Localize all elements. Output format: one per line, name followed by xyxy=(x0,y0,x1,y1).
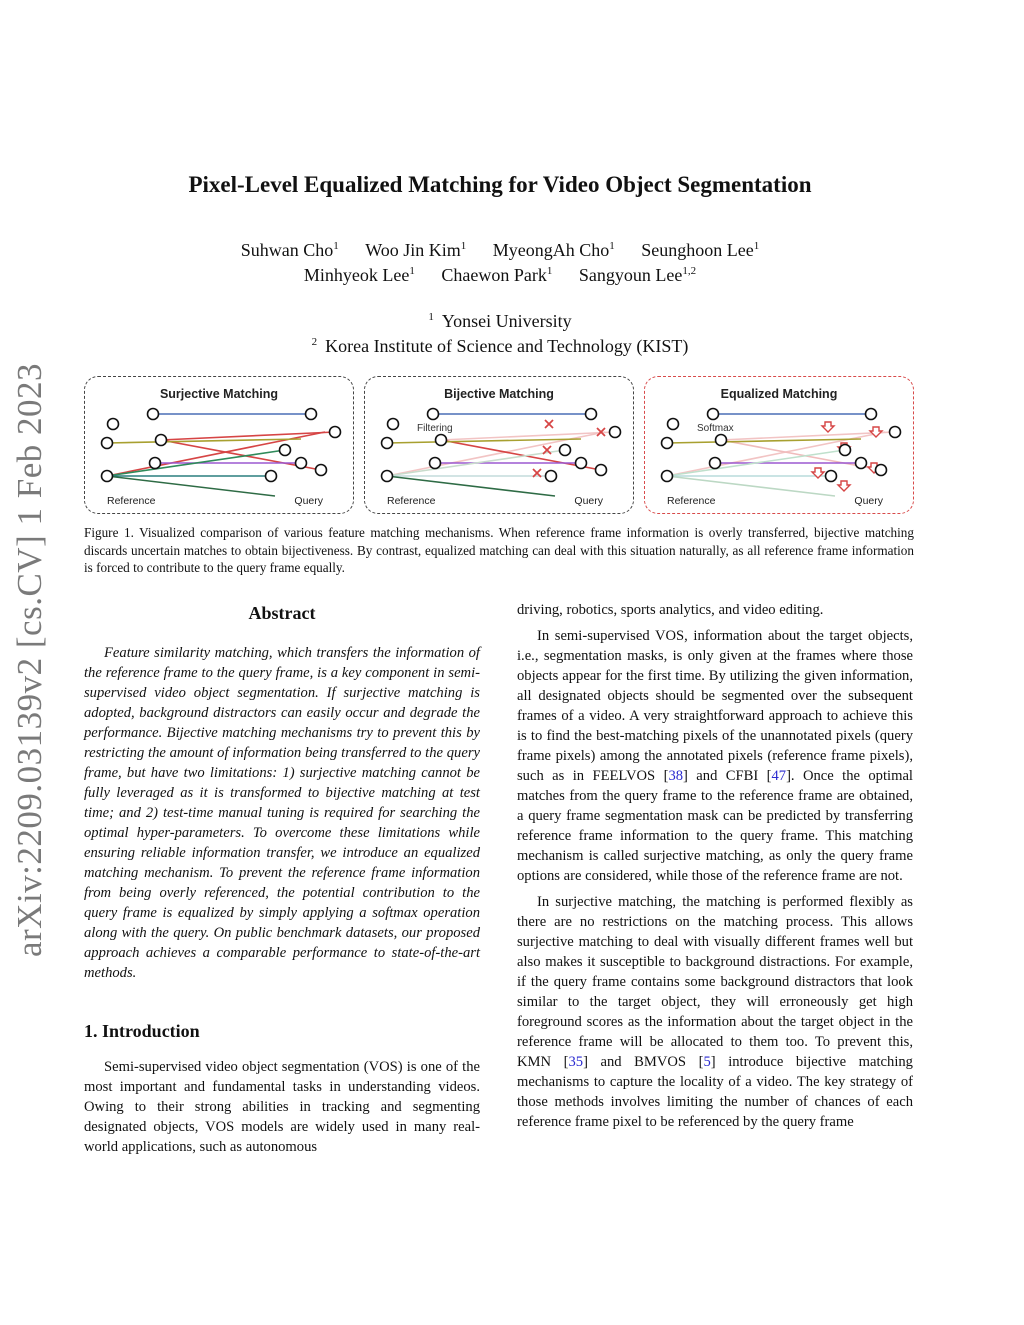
author: Suhwan Cho$^1$ xyxy=(240,240,339,260)
arxiv-id: arXiv:2209.03139v2 [cs.CV] 1 Feb 2023 xyxy=(10,362,49,958)
author: Minhyeok Lee$^1$ xyxy=(303,265,415,285)
citation-link[interactable]: 47 xyxy=(771,768,787,784)
query-label: Query xyxy=(294,495,323,507)
filtering-label: Filtering xyxy=(417,423,453,434)
author: Woo Jin Kim$^1$ xyxy=(365,240,467,260)
author-list xyxy=(80,238,920,288)
affiliation: $^1$ Yonsei University xyxy=(428,311,572,331)
softmax-label: Softmax xyxy=(697,423,734,434)
equalized-panel xyxy=(644,376,914,514)
section-heading: 1. Introduction xyxy=(84,1021,200,1041)
author: MyeongAh Cho$^1$ xyxy=(492,240,615,260)
right-column xyxy=(517,600,913,1132)
citation-link[interactable]: 5 xyxy=(703,1054,711,1070)
bijective-panel xyxy=(364,376,634,514)
citation-link[interactable]: 35 xyxy=(568,1054,584,1070)
affiliation: $^2$ Korea Institute of Science and Technology (KIST) xyxy=(311,336,689,356)
intro-paragraph: In surjective matching, the matching is performed flexibly as there are no restrictions on the matching process. This allows surjective matching to deal with visually different frames well but also makes it susceptible to background distractions. For example, if the query frame contains some background distractors that look similar to the target object, they will erroneously get high foreground scores as the information about the target object in the reference frame will be allocated to them too. To prevent this, KMN [35] and BMVOS [5] introduce bijective matching mechanisms to capture the locality of a video. The key strategy of those methods involves limiting the number of chances of each reference frame pixel to be referenced by the query frame xyxy=(517,894,913,1130)
author: Seunghoon Lee$^1$ xyxy=(641,240,760,260)
left-column xyxy=(84,600,480,1157)
intro-paragraph-continued: driving, robotics, sports analytics, and video editing. xyxy=(517,602,824,618)
abstract-body: Feature similarity matching, which transfers the information of the reference frame to the query frame, is a key component in semi-supervised video object segmentation. If surjective matching is adopted, background distractors can easily occur and degrade the performance. Bijective matching mechanisms try to prevent this by restricting the amount of information being transferred to the query frame, but have two limitations: 1) surjective matching cannot be fully leveraged as it is transformed to bijective matching at test time; and 2) test-time manual tuning is required for searching the optimal hyper-parameters. To overcome these limitations while ensuring reliable information transfer, we introduce an equalized matching mechanism. To prevent the reference frame information from being overly referenced, the potential contribution to the query frame is equalized by simply applying a softmax operation along with the query. On public benchmark datasets, our proposed approach achieves a comparable performance to state-of-the-art methods. xyxy=(84,645,480,981)
author: Chaewon Park$^1$ xyxy=(441,265,553,285)
query-label: Query xyxy=(574,495,603,507)
intro-paragraph: In semi-supervised VOS, information about the target objects, i.e., segmentation masks, is only given at the frames where those objects appear for the first time. By utilizing the given information, all designated objects should be segmented over the subsequent frames of a video. A very straightforward approach to achieve this is to find the best-matching pixels of the unannotated pixels (query frame pixels) among the annotated pixels (reference frame pixels), such as in FEELVOS [38] and CFBI [47]. Once the optimal matches from the query frame to the reference frame are obtained, a query frame segmentation mask can be predicted by transferring reference frame information to the query frame. This matching mechanism is called surjective matching, as only the query frame options are considered, while those of the reference frame are not. xyxy=(517,628,913,884)
intro-paragraph: Semi-supervised video object segmentation (VOS) is one of the most important and fundamental tasks in understanding videos. Owing to their strong abilities in tracking and segmenting designated objects, VOS models are widely used in many real-world applications, such as autonomous xyxy=(84,1059,480,1155)
arxiv-stamp xyxy=(8,360,52,960)
paper-title: Pixel-Level Equalized Matching for Video Object Segmentation xyxy=(188,172,812,197)
affiliation-list xyxy=(80,309,920,359)
panel-title: Bijective Matching xyxy=(444,387,554,401)
reference-label: Reference xyxy=(667,495,716,507)
reference-label: Reference xyxy=(387,495,436,507)
abstract-heading: Abstract xyxy=(248,603,316,623)
panel-title: Equalized Matching xyxy=(720,387,838,401)
figure-caption: Figure 1. Visualized comparison of various feature matching mechanisms. When reference frame information is overly transferred, bijective matching discards uncertain matches to obtain bijectiveness. By contrast, equalized matching can deal with this situation naturally, as all reference frame information is forced to contribute to the query frame equally. xyxy=(84,525,914,575)
figure-1 xyxy=(84,376,914,516)
author: Sangyoun Lee$^{1,2}$ xyxy=(578,265,697,285)
reference-label: Reference xyxy=(107,495,156,507)
surjective-panel xyxy=(84,376,354,514)
query-label: Query xyxy=(854,495,883,507)
panel-title: Surjective Matching xyxy=(159,387,279,401)
citation-link[interactable]: 38 xyxy=(668,768,684,784)
